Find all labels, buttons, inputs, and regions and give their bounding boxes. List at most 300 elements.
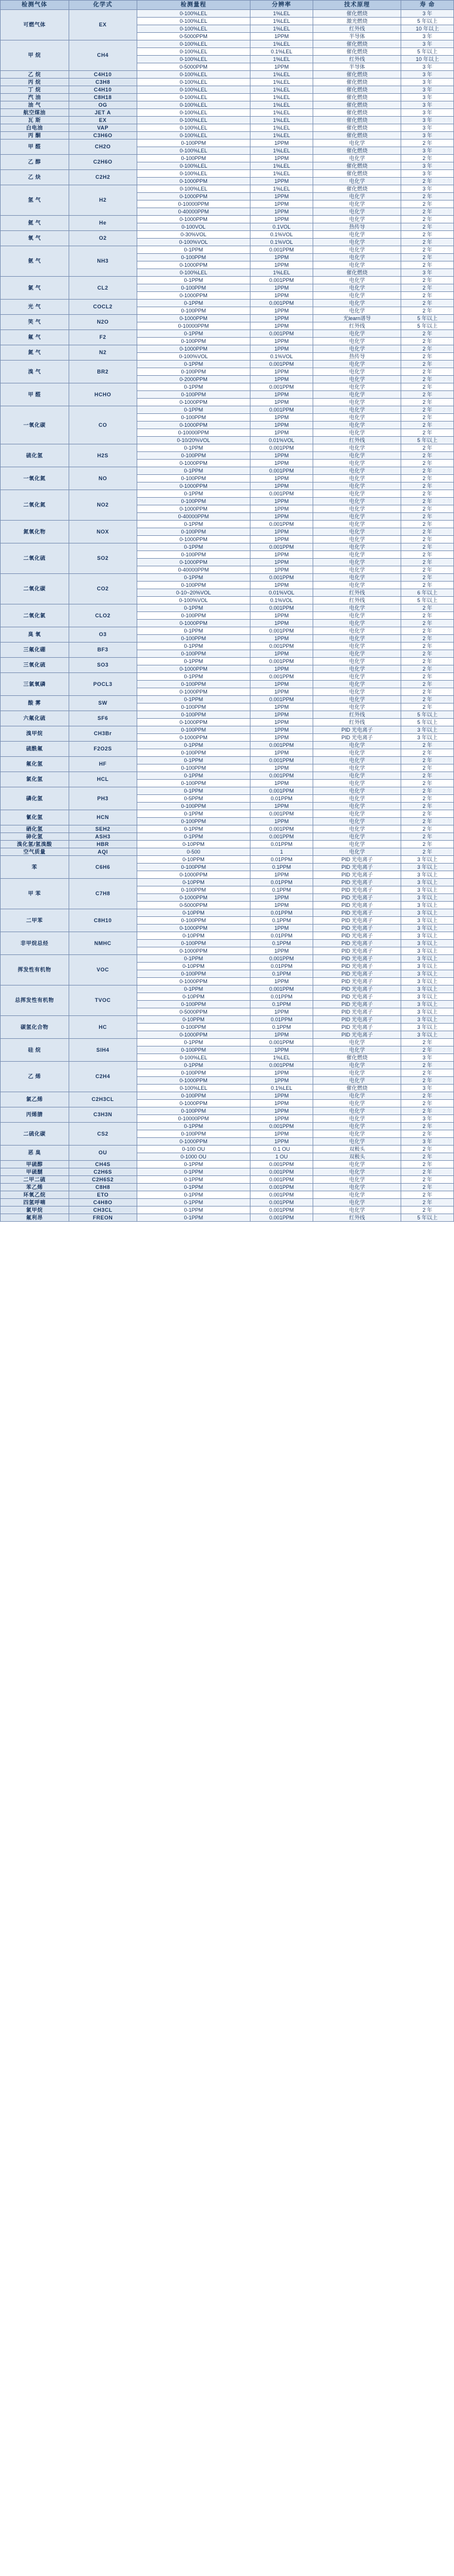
cell-technology: PID 光电离子 (313, 940, 401, 947)
cell-lifetime: 2 年 (401, 574, 454, 582)
cell-lifetime: 2 年 (401, 528, 454, 536)
cell-formula: BR2 (69, 361, 137, 383)
cell-resolution: 1PPM (250, 635, 313, 643)
cell-gas: 甲 醛 (1, 383, 69, 406)
cell-lifetime: 2 年 (401, 460, 454, 467)
cell-technology: 电化学 (313, 658, 401, 665)
cell-resolution: 0.001PPM (250, 1207, 313, 1214)
cell-range: 0-1PPM (137, 1207, 250, 1214)
cell-resolution: 1PPM (250, 1008, 313, 1016)
cell-gas: 六氟化硫 (1, 711, 69, 726)
cell-lifetime: 2 年 (401, 681, 454, 688)
cell-technology: 催化燃烧 (313, 185, 401, 193)
cell-gas: 氨 气 (1, 246, 69, 277)
cell-formula: C7H8 (69, 879, 137, 909)
cell-range: 0-1PPM (137, 1214, 250, 1222)
cell-formula: CH2O (69, 140, 137, 155)
cell-resolution: 1PPM (250, 140, 313, 147)
cell-lifetime: 2 年 (401, 1107, 454, 1115)
cell-gas: 汽 油 (1, 94, 69, 101)
cell-formula: C3H3N (69, 1107, 137, 1123)
cell-lifetime: 2 年 (401, 1039, 454, 1046)
cell-range: 0-1PPM (137, 300, 250, 307)
table-row (1, 1039, 454, 1046)
cell-lifetime: 3 年 (401, 86, 454, 94)
cell-range: 0-100PPM (137, 970, 250, 978)
table-row (1, 1146, 454, 1153)
cell-lifetime: 2 年 (401, 1176, 454, 1184)
cell-range: 0-1PPM (137, 1176, 250, 1184)
cell-formula: BF3 (69, 643, 137, 658)
cell-lifetime: 2 年 (401, 620, 454, 627)
cell-lifetime: 3 年 (401, 147, 454, 155)
cell-resolution: 1%LEL (250, 56, 313, 63)
cell-technology: 电化学 (313, 261, 401, 269)
gas-detection-table (0, 0, 454, 1222)
cell-lifetime: 2 年 (401, 178, 454, 185)
cell-gas: 二氧化碳 (1, 574, 69, 604)
cell-range: 0-10000PPM (137, 322, 250, 330)
cell-resolution: 0.1PPM (250, 1024, 313, 1031)
cell-lifetime: 2 年 (401, 284, 454, 292)
cell-resolution: 1PPM (250, 292, 313, 300)
cell-range: 0-100%LEL (137, 101, 250, 109)
cell-technology: PID 光电离子 (313, 985, 401, 993)
cell-lifetime: 2 年 (401, 208, 454, 216)
table-row (1, 932, 454, 940)
cell-resolution: 0.01PPM (250, 963, 313, 970)
cell-formula: O3 (69, 627, 137, 643)
cell-lifetime: 5 年以上 (401, 711, 454, 719)
cell-lifetime: 2 年 (401, 292, 454, 300)
cell-technology: PID 光电离子 (313, 970, 401, 978)
cell-technology: 电化学 (313, 178, 401, 185)
cell-technology: PID 光电离子 (313, 902, 401, 909)
table-row (1, 406, 454, 414)
cell-range: 0-1PPM (137, 1191, 250, 1199)
cell-technology: 电化学 (313, 742, 401, 749)
cell-resolution: 0.1%LEL (250, 48, 313, 56)
cell-range: 0-100PPM (137, 764, 250, 772)
cell-gas: 氯化氢 (1, 772, 69, 787)
cell-technology: 电化学 (313, 841, 401, 848)
cell-lifetime: 2 年 (401, 1161, 454, 1168)
cell-gas: 氯 气 (1, 277, 69, 300)
cell-formula: NO (69, 467, 137, 490)
cell-gas: 丙 烷 (1, 79, 69, 86)
cell-gas: 乙 炔 (1, 170, 69, 185)
cell-range: 0-2000PPM (137, 376, 250, 383)
cell-technology: 电化学 (313, 482, 401, 490)
cell-range: 0-1000PPM (137, 719, 250, 726)
cell-technology: 电化学 (313, 1123, 401, 1130)
cell-range: 0-1000PPM (137, 559, 250, 566)
cell-formula: CO2 (69, 574, 137, 604)
table-row (1, 1107, 454, 1115)
table-row (1, 841, 454, 848)
cell-formula: C2H6O (69, 155, 137, 170)
cell-lifetime: 2 年 (401, 1046, 454, 1054)
cell-formula: C2H2 (69, 170, 137, 185)
cell-resolution: 0.001PPM (250, 696, 313, 704)
cell-technology: 电化学 (313, 551, 401, 559)
table-row (1, 726, 454, 734)
cell-lifetime: 3 年以上 (401, 947, 454, 955)
cell-resolution: 1PPM (250, 452, 313, 460)
cell-range: 0-40000PPM (137, 566, 250, 574)
cell-technology: 红外线 (313, 589, 401, 597)
cell-resolution: 1PPM (250, 376, 313, 383)
cell-gas: 甲 醛 (1, 140, 69, 155)
cell-range: 0-100%LEL (137, 1054, 250, 1062)
cell-technology: 催化燃烧 (313, 79, 401, 86)
cell-technology: 催化燃烧 (313, 1054, 401, 1062)
cell-resolution: 0.1 OU (250, 1146, 313, 1153)
cell-technology: 电化学 (313, 383, 401, 391)
cell-range: 0-100%LEL (137, 109, 250, 117)
cell-resolution: 0.001PPM (250, 627, 313, 635)
cell-lifetime: 2 年 (401, 1168, 454, 1176)
cell-lifetime: 2 年 (401, 551, 454, 559)
cell-formula: SW (69, 696, 137, 711)
cell-formula: POCL3 (69, 673, 137, 696)
cell-resolution: 1PPM (250, 322, 313, 330)
cell-gas: 碳氢化合物 (1, 1016, 69, 1039)
cell-gas: 三氯氧磷 (1, 673, 69, 696)
cell-technology: PID 光电离子 (313, 947, 401, 955)
cell-formula: N2O (69, 315, 137, 330)
cell-lifetime: 2 年 (401, 612, 454, 620)
cell-range: 0-100PPM (137, 864, 250, 871)
cell-lifetime: 2 年 (401, 772, 454, 780)
cell-resolution: 0.01PPM (250, 1016, 313, 1024)
cell-technology: 电化学 (313, 246, 401, 254)
cell-range: 0-100PPM (137, 818, 250, 825)
table-row (1, 521, 454, 528)
cell-gas: 挥发性有机物 (1, 955, 69, 985)
cell-technology: 电化学 (313, 1130, 401, 1138)
cell-technology: PID 光电离子 (313, 978, 401, 985)
cell-resolution: 1%LEL (250, 117, 313, 124)
cell-resolution: 1PPM (250, 1031, 313, 1039)
cell-technology: 电化学 (313, 1161, 401, 1168)
cell-formula: CH4 (69, 40, 137, 71)
cell-lifetime: 3 年以上 (401, 963, 454, 970)
cell-technology: 热传导 (313, 223, 401, 231)
cell-formula: C3H6O (69, 132, 137, 140)
cell-resolution: 0.1%VOL (250, 239, 313, 246)
cell-range: 0-1PPM (137, 1168, 250, 1176)
cell-range: 0-1000PPM (137, 482, 250, 490)
cell-technology: 红外线 (313, 437, 401, 444)
cell-resolution: 0.001PPM (250, 543, 313, 551)
table-body (1, 10, 454, 1222)
cell-range: 0-100PPM (137, 475, 250, 482)
cell-range: 0-100PPM (137, 155, 250, 162)
cell-resolution: 1PPM (250, 505, 313, 513)
cell-range: 0-100PPM (137, 391, 250, 399)
cell-range: 0-1000PPM (137, 978, 250, 985)
cell-technology: 电化学 (313, 391, 401, 399)
cell-resolution: 1 (250, 848, 313, 856)
cell-resolution: 0.001PPM (250, 825, 313, 833)
cell-range: 0-5000PPM (137, 902, 250, 909)
table-row (1, 696, 454, 704)
cell-range: 0-1PPM (137, 490, 250, 498)
cell-lifetime: 3 年以上 (401, 940, 454, 947)
cell-lifetime: 2 年 (401, 1199, 454, 1207)
cell-lifetime: 3 年以上 (401, 1001, 454, 1008)
cell-technology: PID 光电离子 (313, 726, 401, 734)
cell-range: 0-100PPM (137, 307, 250, 315)
cell-gas: 氦 气 (1, 216, 69, 231)
table-row (1, 643, 454, 650)
cell-technology: 电化学 (313, 399, 401, 406)
cell-gas: 氢 气 (1, 185, 69, 216)
cell-gas: 丙烯腈 (1, 1107, 69, 1123)
cell-resolution: 0.1PPM (250, 1001, 313, 1008)
cell-gas: 溴化氢/氢溴酸 (1, 841, 69, 848)
cell-resolution: 1PPM (250, 1092, 313, 1100)
cell-range: 0-100%VOL (137, 353, 250, 361)
cell-lifetime: 2 年 (401, 254, 454, 261)
cell-resolution: 0.001PPM (250, 1191, 313, 1199)
cell-gas: 二氧化硫 (1, 543, 69, 574)
cell-gas: 恶 臭 (1, 1146, 69, 1161)
cell-technology: 电化学 (313, 239, 401, 246)
cell-lifetime: 2 年 (401, 361, 454, 368)
cell-lifetime: 3 年 (401, 10, 454, 18)
cell-technology: PID 光电离子 (313, 734, 401, 742)
table-row (1, 300, 454, 307)
cell-gas: 白电油 (1, 124, 69, 132)
cell-formula: C6H6 (69, 856, 137, 879)
cell-range: 0-100PPM (137, 551, 250, 559)
cell-lifetime: 3 年以上 (401, 1024, 454, 1031)
cell-technology: 电化学 (313, 833, 401, 841)
table-row (1, 574, 454, 582)
cell-range: 0-1PPM (137, 574, 250, 582)
cell-gas: 二甲苯 (1, 909, 69, 932)
cell-technology: 催化燃烧 (313, 48, 401, 56)
cell-resolution: 1PPM (250, 726, 313, 734)
cell-range: 0-10PPM (137, 856, 250, 864)
cell-technology: 电化学 (313, 284, 401, 292)
cell-range: 0-100PPM (137, 284, 250, 292)
cell-lifetime: 3 年以上 (401, 978, 454, 985)
cell-range: 0-1000PPM (137, 505, 250, 513)
cell-lifetime: 5 年以上 (401, 719, 454, 726)
cell-gas: 硫酰氟 (1, 742, 69, 757)
cell-lifetime: 2 年 (401, 1069, 454, 1077)
cell-range: 0-100 OU (137, 1146, 250, 1153)
cell-technology: 催化燃烧 (313, 162, 401, 170)
cell-technology: 电化学 (313, 1184, 401, 1191)
cell-resolution: 0.001PPM (250, 787, 313, 795)
cell-formula: NMHC (69, 932, 137, 955)
cell-technology: 电化学 (313, 498, 401, 505)
cell-formula: C2H4 (69, 1062, 137, 1092)
cell-range: 0-1PPM (137, 742, 250, 749)
cell-technology: 电化学 (313, 635, 401, 643)
cell-resolution: 1PPM (250, 1077, 313, 1085)
cell-lifetime: 2 年 (401, 848, 454, 856)
cell-lifetime: 5 年以上 (401, 437, 454, 444)
cell-formula: N2 (69, 345, 137, 361)
cell-lifetime: 2 年 (401, 665, 454, 673)
table-row (1, 658, 454, 665)
cell-lifetime: 3 年 (401, 170, 454, 178)
cell-lifetime: 2 年 (401, 399, 454, 406)
cell-lifetime: 3 年 (401, 132, 454, 140)
cell-resolution: 1PPM (250, 200, 313, 208)
cell-range: 0-1PPM (137, 521, 250, 528)
cell-lifetime: 3 年以上 (401, 879, 454, 886)
cell-formula: PH3 (69, 787, 137, 810)
cell-technology: 催化燃烧 (313, 71, 401, 79)
cell-gas: 一氧化碳 (1, 406, 69, 444)
column-header-gas: 检测气体 (1, 1, 69, 10)
cell-lifetime: 3 年以上 (401, 902, 454, 909)
cell-lifetime: 2 年 (401, 482, 454, 490)
cell-lifetime: 2 年 (401, 353, 454, 361)
cell-range: 0-100PPM (137, 582, 250, 589)
cell-lifetime: 3 年以上 (401, 932, 454, 940)
cell-resolution: 0.1%VOL (250, 353, 313, 361)
table-row (1, 604, 454, 612)
cell-technology: 催化燃烧 (313, 117, 401, 124)
cell-resolution: 1%LEL (250, 94, 313, 101)
cell-range: 0-100PPM (137, 368, 250, 376)
cell-resolution: 0.01PPM (250, 795, 313, 803)
table-row (1, 345, 454, 353)
cell-formula: HCL (69, 772, 137, 787)
cell-gas: 四氢呼喃 (1, 1199, 69, 1207)
cell-technology: PID 光电离子 (313, 917, 401, 925)
cell-lifetime: 2 年 (401, 635, 454, 643)
cell-technology: PID 光电离子 (313, 932, 401, 940)
cell-gas: 臭 氧 (1, 627, 69, 643)
cell-resolution: 0.001PPM (250, 1062, 313, 1069)
cell-technology: 电化学 (313, 1107, 401, 1115)
cell-resolution: 0.01%VOL (250, 437, 313, 444)
cell-range: 0-1PPM (137, 643, 250, 650)
cell-formula: CH4S (69, 1161, 137, 1168)
cell-resolution: 1PPM (250, 688, 313, 696)
table-header (1, 1, 454, 10)
cell-technology: 电化学 (313, 422, 401, 429)
cell-technology: 电化学 (313, 643, 401, 650)
cell-lifetime: 2 年 (401, 391, 454, 399)
cell-formula: AQI (69, 848, 137, 856)
cell-resolution: 0.001PPM (250, 246, 313, 254)
cell-technology: 电化学 (313, 566, 401, 574)
cell-gas: 乙 烷 (1, 71, 69, 79)
cell-lifetime: 2 年 (401, 261, 454, 269)
table-row (1, 94, 454, 101)
cell-lifetime: 3 年以上 (401, 734, 454, 742)
cell-technology: 电化学 (313, 1100, 401, 1107)
table-row (1, 383, 454, 391)
cell-resolution: 0.001PPM (250, 574, 313, 582)
cell-range: 0-1PPM (137, 1161, 250, 1168)
cell-gas: 可燃气体 (1, 10, 69, 40)
cell-range: 0-10PPM (137, 1016, 250, 1024)
cell-range: 0-1000PPM (137, 688, 250, 696)
cell-range: 0-100%VOL (137, 597, 250, 604)
table-row (1, 955, 454, 963)
table-row (1, 140, 454, 147)
table-row (1, 1016, 454, 1024)
cell-technology: 电化学 (313, 307, 401, 315)
table-row (1, 490, 454, 498)
cell-lifetime: 2 年 (401, 444, 454, 452)
cell-resolution: 1%LEL (250, 86, 313, 94)
cell-resolution: 1PPM (250, 803, 313, 810)
cell-gas: 甲 苯 (1, 879, 69, 909)
cell-resolution: 1PPM (250, 1115, 313, 1123)
cell-resolution: 0.1PPM (250, 970, 313, 978)
cell-technology: 电化学 (313, 604, 401, 612)
cell-technology: 电化学 (313, 582, 401, 589)
cell-resolution: 1PPM (250, 681, 313, 688)
cell-range: 0-100PPM (137, 886, 250, 894)
cell-lifetime: 3 年 (401, 63, 454, 71)
cell-technology: 电化学 (313, 528, 401, 536)
cell-resolution: 1PPM (250, 650, 313, 658)
cell-lifetime: 2 年 (401, 1100, 454, 1107)
cell-technology: 电化学 (313, 818, 401, 825)
cell-technology: 电化学 (313, 376, 401, 383)
cell-lifetime: 3 年以上 (401, 925, 454, 932)
cell-gas: 乙 烯 (1, 1062, 69, 1092)
cell-resolution: 0.01PPM (250, 856, 313, 864)
cell-formula: H2 (69, 185, 137, 216)
cell-lifetime: 5 年以上 (401, 322, 454, 330)
cell-gas: 乙 醇 (1, 155, 69, 170)
cell-lifetime: 2 年 (401, 559, 454, 566)
cell-range: 0-10PPM (137, 909, 250, 917)
cell-resolution: 1PPM (250, 711, 313, 719)
cell-technology: 催化燃烧 (313, 101, 401, 109)
table-row (1, 833, 454, 841)
cell-technology: 电化学 (313, 216, 401, 223)
cell-resolution: 0.01PPM (250, 993, 313, 1001)
column-header-formula: 化学式 (69, 1, 137, 10)
cell-gas: 环氧乙烷 (1, 1191, 69, 1199)
cell-lifetime: 3 年 (401, 1115, 454, 1123)
cell-range: 0-1000PPM (137, 947, 250, 955)
cell-lifetime: 2 年 (401, 231, 454, 239)
cell-formula: NH3 (69, 246, 137, 277)
cell-resolution: 1%LEL (250, 162, 313, 170)
cell-lifetime: 2 年 (401, 1146, 454, 1153)
cell-resolution: 0.001PPM (250, 1168, 313, 1176)
cell-lifetime: 2 年 (401, 345, 454, 353)
cell-lifetime: 2 年 (401, 521, 454, 528)
cell-technology: 电化学 (313, 1138, 401, 1146)
cell-technology: 红外线 (313, 25, 401, 33)
cell-formula: JET A (69, 109, 137, 117)
cell-formula: SEH2 (69, 825, 137, 833)
cell-technology: 光learn谱导 (313, 315, 401, 322)
cell-range: 0-100PPM (137, 528, 250, 536)
cell-lifetime: 2 年 (401, 376, 454, 383)
cell-lifetime: 3 年 (401, 117, 454, 124)
cell-technology: 电化学 (313, 612, 401, 620)
column-header-range: 检测量程 (137, 1, 250, 10)
table-row (1, 1092, 454, 1100)
